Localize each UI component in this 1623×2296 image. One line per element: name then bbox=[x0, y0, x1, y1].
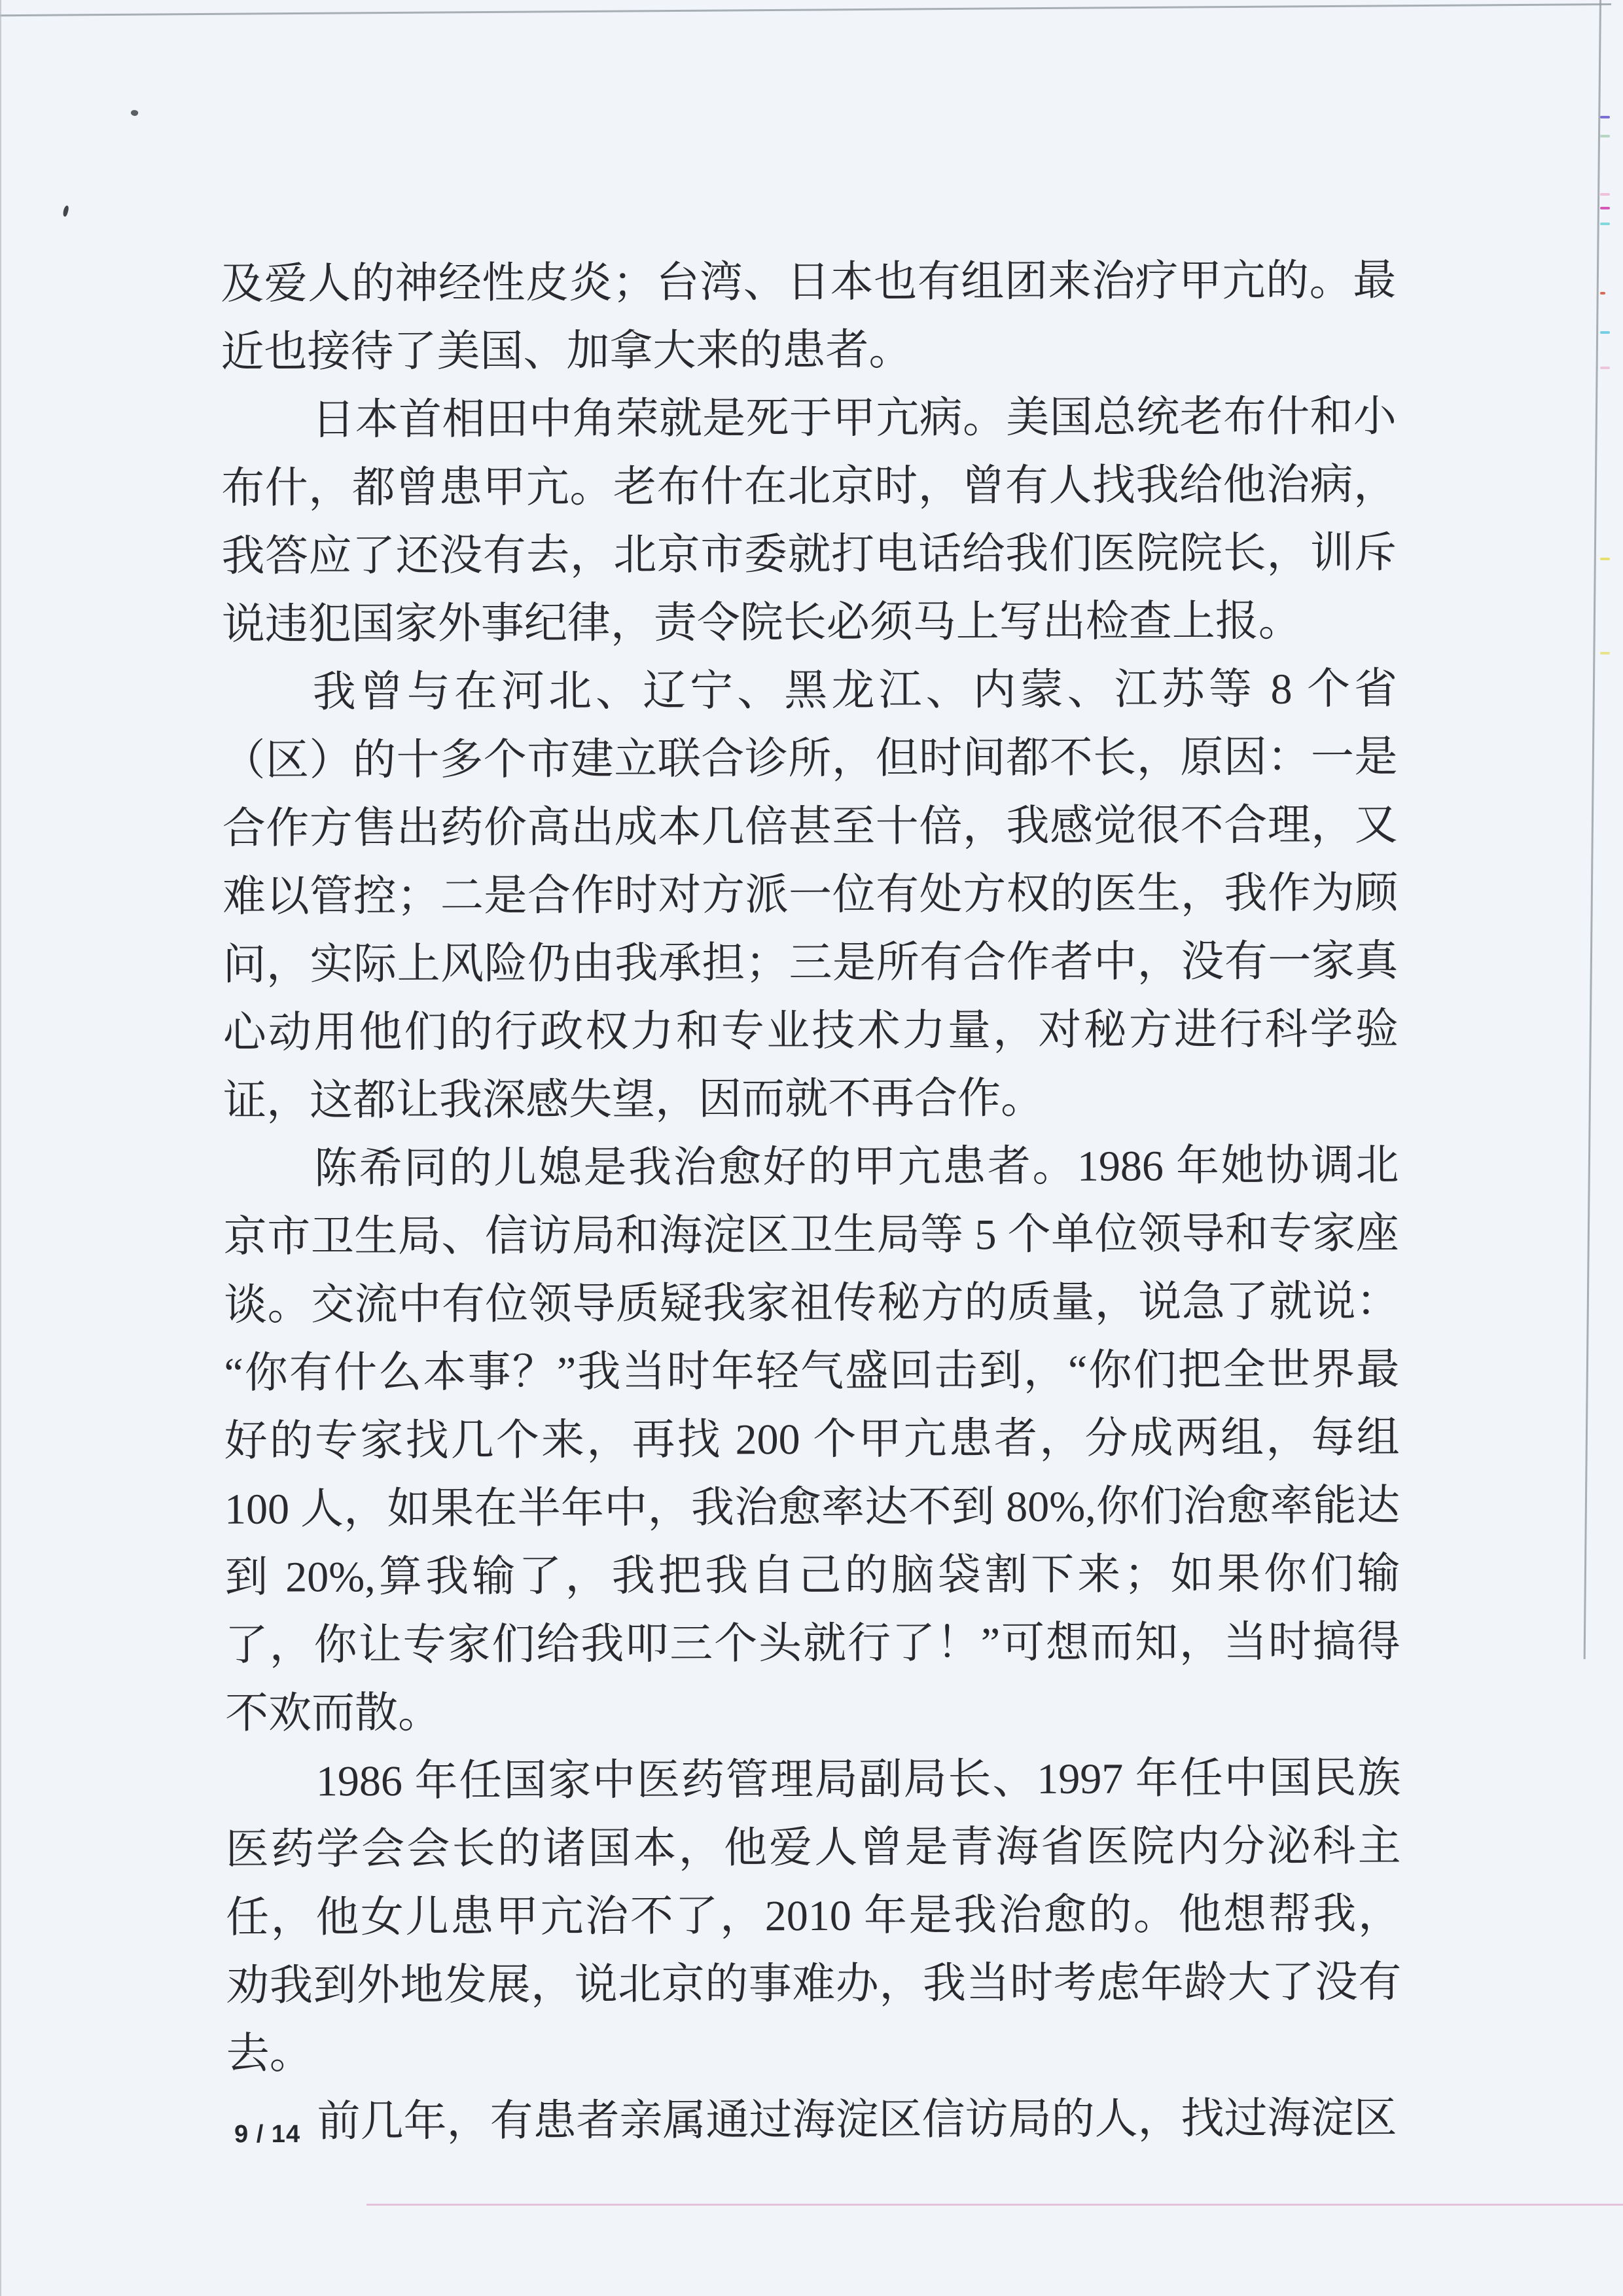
edge-color-tick bbox=[1600, 207, 1610, 209]
edge-color-tick bbox=[1600, 193, 1610, 196]
edge-color-tick bbox=[1600, 135, 1610, 137]
paragraph-continuation: 及爱人的神经性皮炎；台湾、日本也有组团来治疗甲亢的。最近也接待了美国、加拿大来的患者。 bbox=[221, 257, 1397, 376]
document-text bbox=[221, 247, 1402, 2157]
paragraph: 陈希同的儿媳是我治愈好的甲亢患者。1986 年她协调北京市卫生局、信访局和海淀区卫生局等 5 个单位领导和专家座谈。交流中有位领导质疑我家祖传秘方的质量，说急了就说：“你有什么本事？”我当时年轻气盛回击到，“你们把全世界最好的专家找几个来，再找 200 个甲亢患者，分成两组，每组 100 人，如果在半年中，我治愈率达不到 80%,你们治愈率能达到 20%,算我输了，我把我自己的脑袋割下来；如果你们输了，你让专家们给我叩三个头就行了！”可想而知，当时搞得不欢而散。 bbox=[223, 1141, 1400, 1738]
paragraph: 1986 年任国家中医药管理局副局长、1997 年任中国民族医药学会会长的诸国本，他爱人曾是青海省医院内分泌科主任，他女儿患甲亢治不了，2010 年是我治愈的。他想帮我，劝我到外地发展，说北京的事难办，我当时考虑年龄大了没有去。 bbox=[225, 1754, 1402, 2078]
scan-top-edge-line bbox=[0, 3, 1611, 16]
page-number-indicator: 9 / 14 bbox=[234, 2121, 301, 2148]
ink-speck bbox=[62, 205, 69, 217]
edge-color-tick bbox=[1600, 331, 1610, 334]
ink-speck bbox=[130, 109, 139, 117]
paragraph: 前几年，有患者亲属通过海淀区信访局的人，找过海淀区 bbox=[317, 2094, 1397, 2146]
paragraph: 日本首相田中角荣就是死于甲亢病。美国总统老布什和小布什，都曾患甲亢。老布什在北京时，曾有人找我给他治病，我答应了还没有去，北京市委就打电话给我们医院院长，训斥说违犯国家外事纪律，责令院长必须马上写出检查上报。 bbox=[221, 393, 1397, 649]
edge-color-tick bbox=[1600, 292, 1605, 295]
scan-right-edge-line bbox=[1584, 0, 1601, 1659]
edge-color-tick bbox=[1600, 367, 1610, 369]
pink-fold-line bbox=[366, 2204, 1623, 2206]
edge-color-tick bbox=[1600, 116, 1610, 118]
edge-color-tick bbox=[1600, 223, 1610, 225]
edge-color-tick bbox=[1600, 558, 1610, 560]
scan-left-edge-line bbox=[0, 0, 1, 2296]
edge-color-tick bbox=[1600, 652, 1610, 655]
paragraph: 我曾与在河北、辽宁、黑龙江、内蒙、江苏等 8 个省（区）的十多个市建立联合诊所，但时间都不长，原因：一是合作方售出药价高出成本几倍甚至十倍，我感觉很不合理，又难以管控；二是合作时对方派一位有处方权的医生，我作为顾问，实际上风险仍由我承担；三是所有合作者中，没有一家真心动用他们的行政权力和专业技术力量，对秘方进行科学验证，这都让我深感失望，因而就不再合作。 bbox=[222, 665, 1399, 1125]
